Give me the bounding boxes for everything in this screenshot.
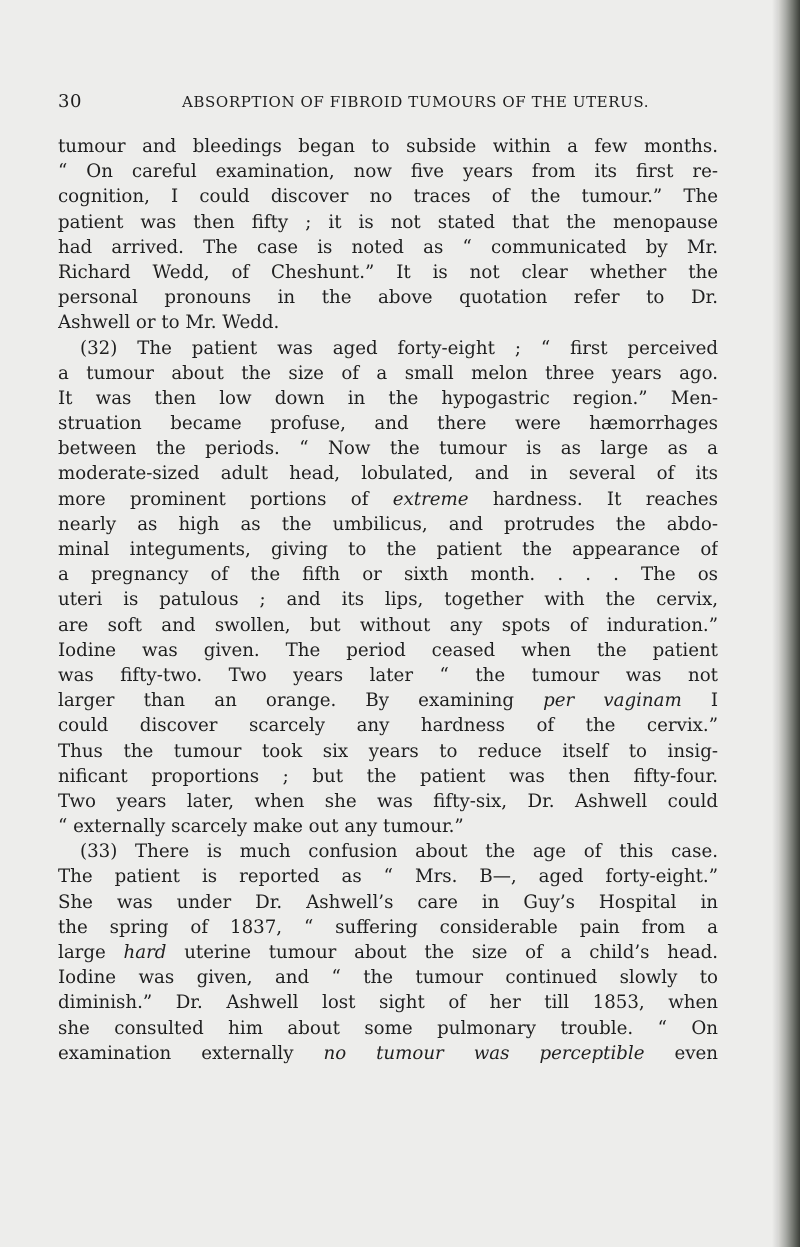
text-line: a pregnancy of the fifth or sixth month. . . . The os — [58, 564, 718, 586]
italic-phrase: no tumour was perceptible — [323, 1042, 645, 1064]
text-segment: examination externally — [58, 1042, 324, 1064]
text-segment: uterine tumour about the size of a child’s head. — [166, 942, 718, 963]
text-line: between the periods. “ Now the tumour is as large as a — [58, 438, 718, 460]
text-segment: hardness. It reaches — [468, 488, 718, 510]
text-line — [58, 940, 718, 965]
text-line: personal pronouns in the above quotation refer to Dr. — [58, 287, 718, 309]
page-number: 30 — [58, 91, 83, 112]
book-spine — [778, 0, 800, 1247]
text-segment: larger than an orange. By examining — [58, 690, 544, 712]
text-line — [58, 487, 718, 512]
text-line: a tumour about the size of a small melon three years ago. — [58, 362, 718, 384]
text-line: diminish.” Dr. Ashwell lost sight of her till 1853, when — [58, 992, 718, 1014]
text-line: was fifty-two. Two years later “ the tumour was not — [58, 664, 718, 686]
text-line: Thus the tumour took six years to reduce itself to insig- — [58, 740, 718, 762]
text-line: minal integuments, giving to the patient the appearance of — [58, 539, 718, 560]
text-line: tumour and bleedings began to subside within a few months. — [58, 136, 718, 157]
text-line: she consulted him about some pulmonary trouble. “ On — [58, 1017, 718, 1039]
italic-phrase: per vaginam — [543, 690, 682, 712]
text-line: moderate-sized adult head, lobulated, and in several of its — [58, 463, 718, 485]
text-segment: I — [681, 690, 718, 712]
text-line: Iodine was given. The period ceased when the patient — [58, 639, 718, 661]
text-line: struation became profuse, and there were hæmorrhages — [58, 413, 718, 435]
text-line: Iodine was given, and “ the tumour continued slowly to — [58, 967, 718, 989]
italic-phrase: hard — [123, 942, 167, 963]
text-line: uteri is patulous ; and its lips, together with the cervix, — [58, 589, 718, 611]
text-line: the spring of 1837, “ suffering considerable pain from a — [58, 916, 718, 938]
text-line: Richard Wedd, of Cheshunt.” It is not clear whether the — [58, 261, 718, 283]
text-line — [58, 688, 718, 713]
text-line: “ On careful examination, now five years from its first re- — [58, 161, 718, 183]
text-line: She was under Dr. Ashwell’s care in Guy’s Hospital in — [58, 891, 718, 913]
text-line: Two years later, when she was fifty-six, Dr. Ashwell could — [58, 790, 718, 812]
text-line: cognition, I could discover no traces of the tumour.” The — [58, 186, 718, 208]
text-line: The patient is reported as “ Mrs. B—, aged forty-eight.” — [58, 866, 718, 888]
text-line: “ externally scarcely make out any tumour.” — [58, 816, 464, 838]
text-line: nificant proportions ; but the patient was then fifty-four. — [58, 765, 718, 787]
body-text — [58, 134, 718, 1066]
text-segment: more prominent portions of — [58, 488, 393, 510]
text-line: Ashwell or to Mr. Wedd. — [58, 312, 280, 334]
text-line: It was then low down in the hypogastric region.” Men- — [58, 387, 718, 409]
text-segment: large — [58, 942, 124, 963]
paragraph-32-start: (32) The patient was aged forty-eight ; “ first perceived — [80, 337, 718, 359]
text-line: patient was then fifty ; it is not stated that the menopause — [58, 211, 718, 233]
running-head — [58, 91, 718, 115]
text-segment: even — [644, 1042, 718, 1064]
running-title: ABSORPTION OF FIBROID TUMOURS OF THE UTERUS. — [182, 93, 650, 111]
text-line: had arrived. The case is noted as “ communicated by Mr. — [58, 236, 718, 258]
text-line: could discover scarcely any hardness of the cervix.” — [58, 715, 718, 737]
paragraph-33-start: (33) There is much confusion about the age of this case. — [80, 841, 718, 863]
italic-phrase: extreme — [392, 488, 469, 510]
text-line — [58, 1041, 718, 1066]
text-line: nearly as high as the umbilicus, and protrudes the abdo- — [58, 513, 718, 535]
text-line: are soft and swollen, but without any spots of induration.” — [58, 614, 718, 636]
